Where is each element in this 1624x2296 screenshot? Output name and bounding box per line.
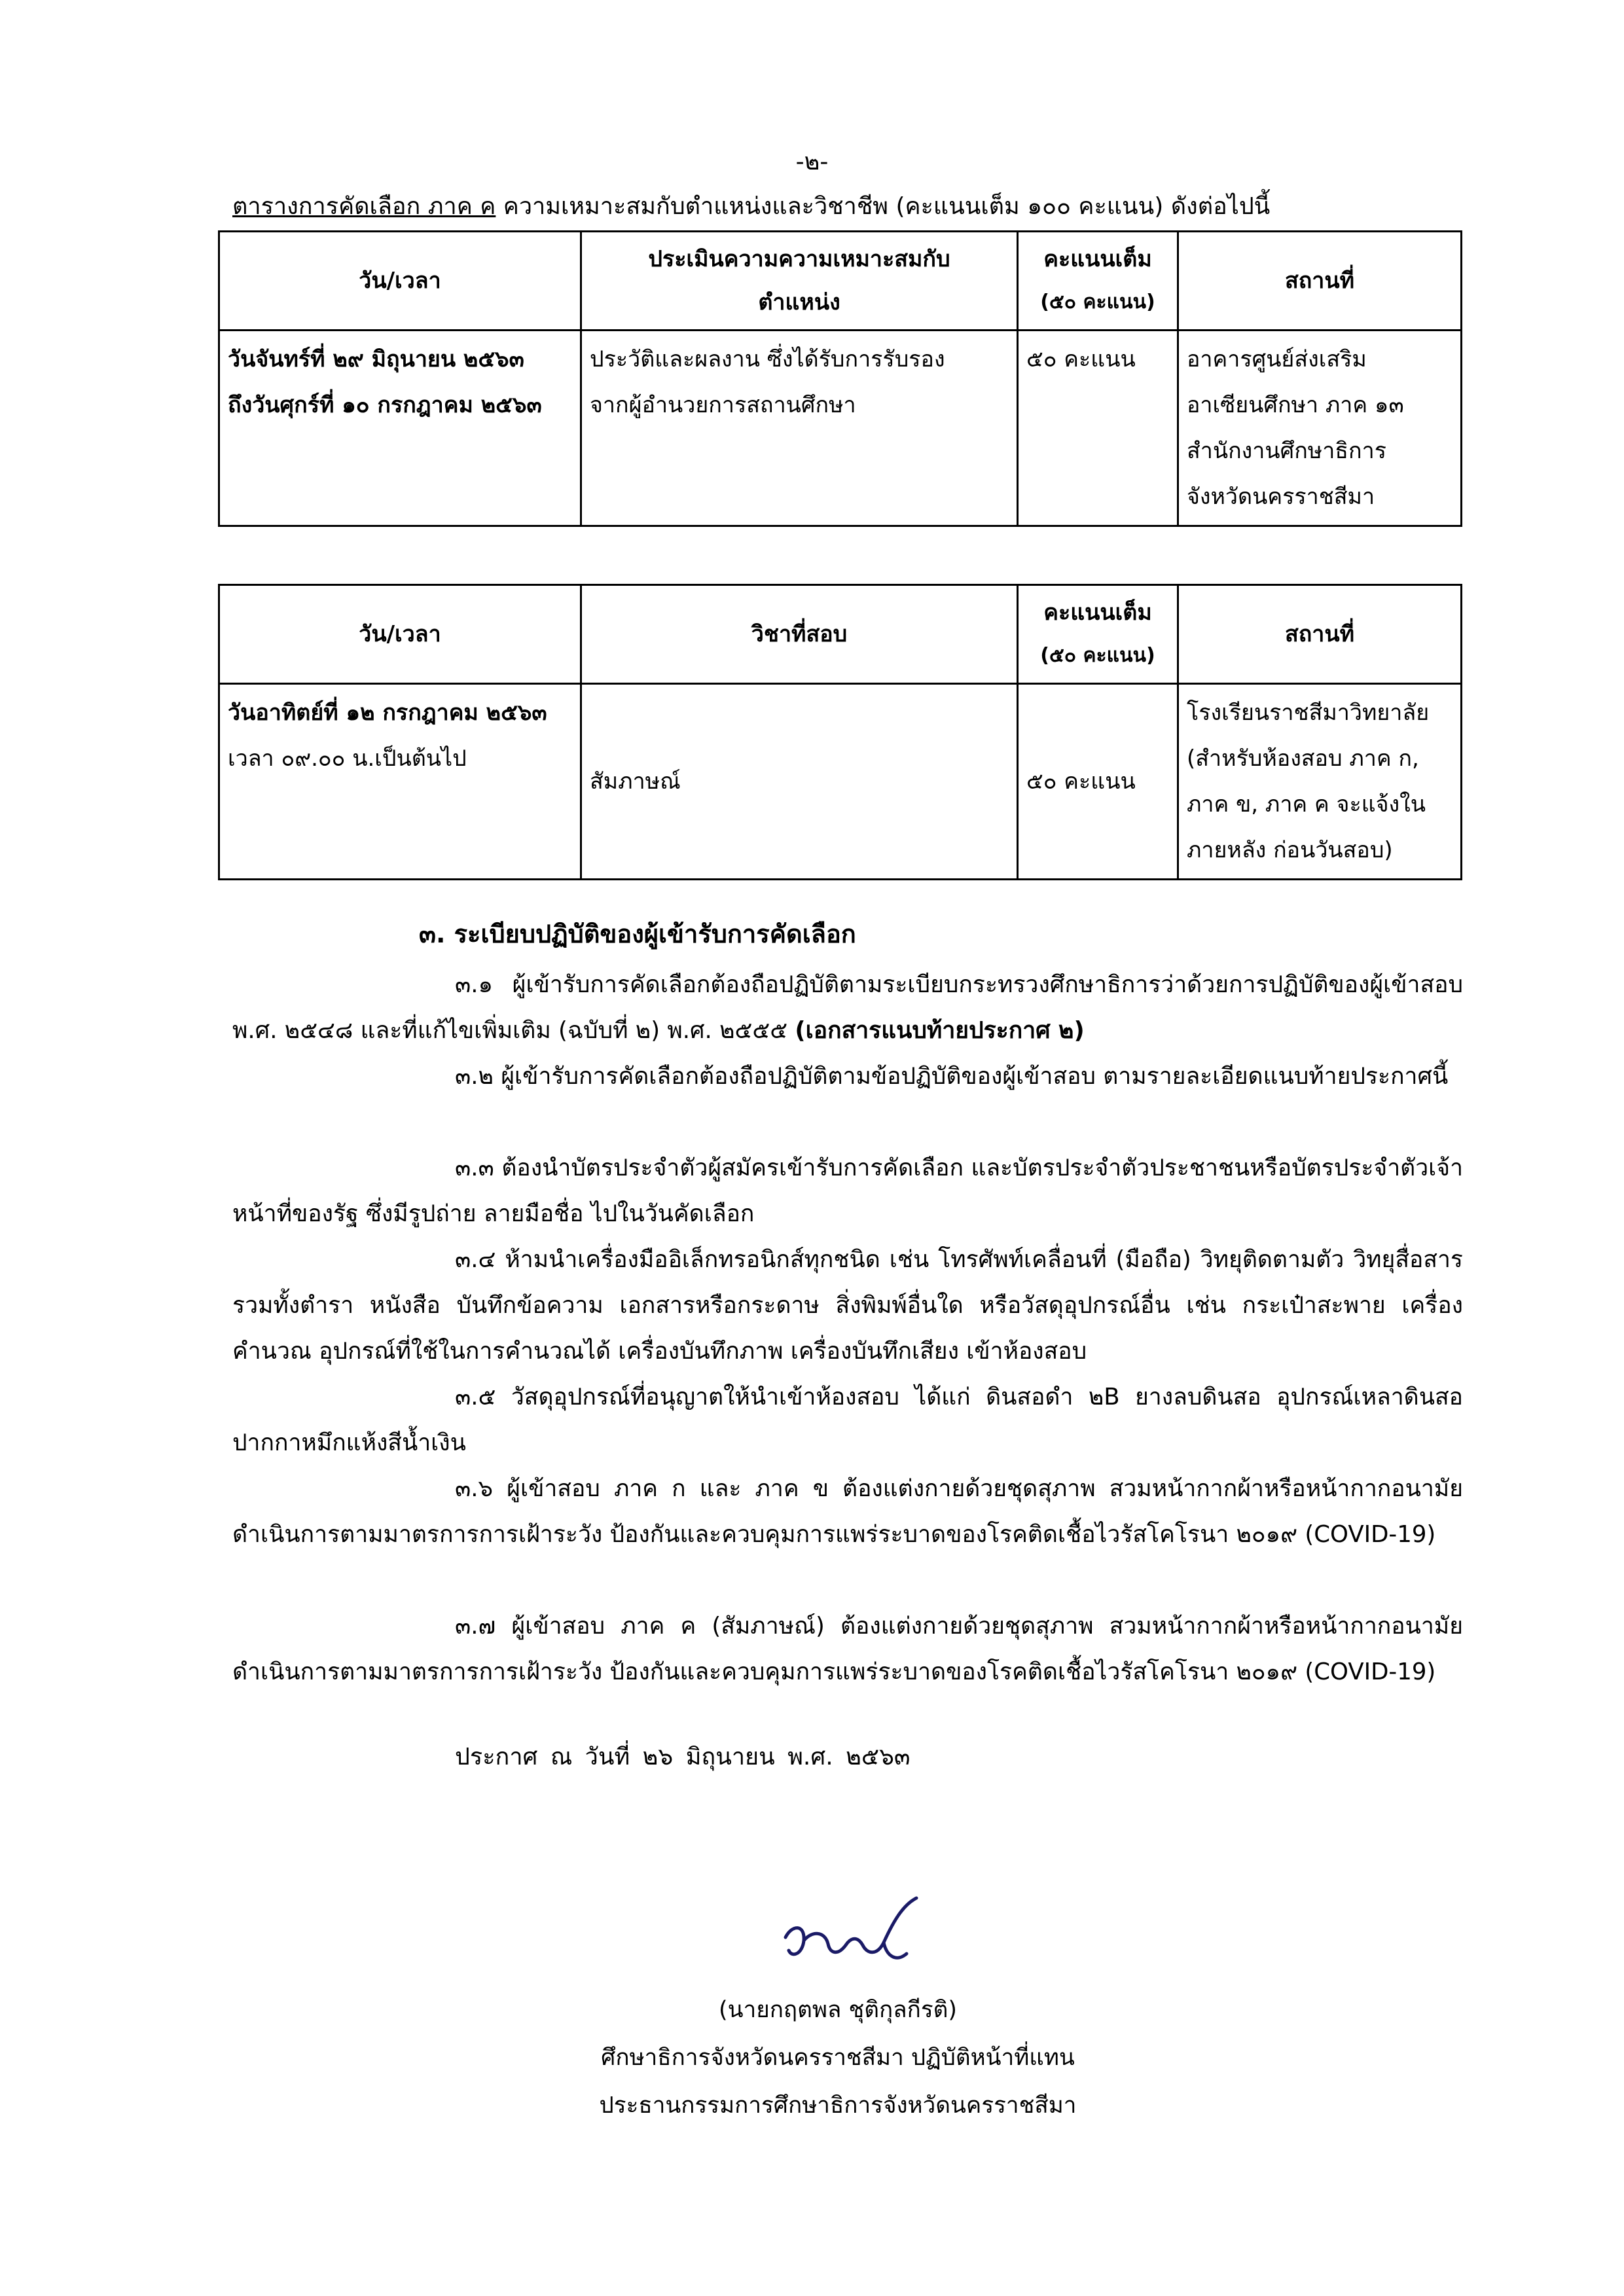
schedule-table-part-c — [218, 230, 1462, 527]
clause-3-2 — [232, 1054, 1463, 1100]
clause-3-5 — [232, 1374, 1463, 1466]
header-datetime: วัน/เวลา — [219, 585, 581, 684]
table-title-rest: ความเหมาะสมกับตำแหน่งและวิชาชีพ (คะแนนเต็ม ๑๐๐ คะแนน) ดังต่อไปนี้ — [496, 193, 1271, 220]
signer-title-line1: ศึกษาธิการจังหวัดนครราชสีมา ปฏิบัติหน้าที่แทน — [601, 2045, 1075, 2071]
table-row — [219, 684, 1462, 880]
clause-3-7-text: ๓.๗ ผู้เข้าสอบ ภาค ค (สัมภาษณ์) ต้องแต่งกายด้วยชุดสุภาพ สวมหน้ากากผ้าหรือหน้ากากอนามัย ดำเนินการตามมาตรการการเฝ้าระวัง ป้องกันและควบคุมการแพร่ระบาดของโรคติดเชื้อไวรัสโคโรนา ๒๐๑๙ (COVID-19) — [232, 1613, 1463, 1685]
header-datetime: วัน/เวลา — [219, 232, 581, 331]
assessment-line2: จากผู้อำนวยการสถานศึกษา — [590, 392, 856, 418]
signer-title-line2: ประธานกรรมการศึกษาธิการจังหวัดนครราชสีมา — [599, 2092, 1077, 2119]
clause-3-6-text: ๓.๖ ผู้เข้าสอบ ภาค ก และ ภาค ข ต้องแต่งกายด้วยชุดสุภาพ สวมหน้ากากผ้าหรือหน้ากากอนามัย ดำเนินการตามมาตรการการเฝ้าระวัง ป้องกันและควบคุมการแพร่ระบาดของโรคติดเชื้อไวรัสโคโรนา ๒๐๑๙ (COVID-19) — [232, 1475, 1463, 1548]
table-header-row — [219, 232, 1462, 331]
header-venue: สถานที่ — [1178, 585, 1462, 684]
header-venue: สถานที่ — [1178, 232, 1462, 331]
clause-3-4-text: ๓.๔ ห้ามนำเครื่องมืออิเล็กทรอนิกส์ทุกชนิด เช่น โทรศัพท์เคลื่อนที่ (มือถือ) วิทยุติดตามตัว วิทยุสื่อสาร รวมทั้งตำรา หนังสือ บันทึกข้อความ เอกสารหรือกระดาษ สิ่งพิมพ์อื่นใด หรือวัสดุอุปกรณ์อื่น เช่น กระเป๋าสะพาย เครื่องคำนวณ อุปกรณ์ที่ใช้ในการคำนวณได้ เครื่องบันทึกภาพ เครื่องบันทึกเสียง เข้าห้องสอบ — [232, 1246, 1463, 1365]
clause-3-7 — [232, 1604, 1463, 1695]
venue-line1: อาคารศูนย์ส่งเสริม — [1187, 346, 1367, 372]
venue-line2: (สำหรับห้องสอบ ภาค ก, — [1187, 745, 1419, 772]
cell-venue — [1178, 684, 1462, 880]
announcement-date: ประกาศ ณ วันที่ ๒๖ มิถุนายน พ.ศ. ๒๕๖๓ — [455, 1744, 911, 1770]
clause-3-1 — [232, 962, 1463, 1054]
header-score-line1: คะแนนเต็ม — [1043, 600, 1152, 626]
signer-name: (นายกฤตพล ชุติกุลกีรติ) — [719, 1997, 957, 2023]
date-line1: วันอาทิตย์ที่ ๑๒ กรกฎาคม ๒๕๖๓ — [228, 700, 547, 726]
venue-line2: อาเซียนศึกษา ภาค ๑๓ — [1187, 392, 1404, 418]
table-title — [232, 187, 1430, 226]
section-heading: ๓. ระเบียบปฏิบัติของผู้เข้ารับการคัดเลือก — [419, 920, 856, 948]
cell-date — [219, 331, 581, 526]
header-subject: วิชาที่สอบ — [581, 585, 1018, 684]
venue-line1: โรงเรียนราชสีมาวิทยาลัย — [1187, 700, 1430, 726]
clause-3-3 — [232, 1145, 1463, 1237]
table-title-underlined: ตารางการคัดเลือก ภาค ค — [232, 193, 496, 220]
date-line2: เวลา ๐๙.๐๐ น.เป็นต้นไป — [228, 745, 467, 772]
header-score-line2: (๕๐ คะแนน) — [1040, 291, 1155, 314]
cell-subject: สัมภาษณ์ — [581, 684, 1018, 880]
header-score-line1: คะแนนเต็ม — [1043, 246, 1152, 272]
venue-line4: ภายหลัง ก่อนวันสอบ) — [1187, 837, 1393, 863]
date-line2: ถึงวันศุกร์ที่ ๑๐ กรกฎาคม ๒๕๖๓ — [228, 392, 542, 418]
assessment-line1: ประวัติและผลงาน ซึ่งได้รับการรับรอง — [590, 346, 945, 372]
clause-3-2-text: ๓.๒ ผู้เข้ารับการคัดเลือกต้องถือปฏิบัติตามข้อปฏิบัติของผู้เข้าสอบ ตามรายละเอียดแนบท้ายประกาศนี้ — [455, 1063, 1449, 1090]
clause-3-1-attachment: (เอกสารแนบท้ายประกาศ ๒) — [795, 1017, 1085, 1044]
schedule-table-interview — [218, 584, 1462, 880]
clause-3-6 — [232, 1466, 1463, 1558]
page-number: -๒- — [795, 149, 829, 175]
cell-date — [219, 684, 581, 880]
clause-3-3-text: ๓.๓ ต้องนำบัตรประจำตัวผู้สมัครเข้ารับการคัดเลือก และบัตรประจำตัวประชาชนหรือบัตรประจำตัวเจ้าหน้าที่ของรัฐ ซึ่งมีรูปถ่าย ลายมือชื่อ ไปในวันคัดเลือก — [232, 1155, 1463, 1227]
signature-block — [511, 1986, 1165, 2130]
header-score-line2: (๕๐ คะแนน) — [1040, 644, 1155, 667]
clause-3-1-text: ๓.๑ ผู้เข้ารับการคัดเลือกต้องถือปฏิบัติตามระเบียบกระทรวงศึกษาธิการว่าด้วยการปฏิบัติของผู้เข้าสอบ พ.ศ. ๒๕๔๘ และที่แก้ไขเพิ่มเติม (ฉบับที่ ๒) พ.ศ. ๒๕๕๕ — [232, 971, 1463, 1044]
venue-line3: สำนักงานศึกษาธิการ — [1187, 438, 1386, 464]
header-assessment-line1: ประเมินความความเหมาะสมกับ — [648, 246, 950, 272]
clause-3-4 — [232, 1237, 1463, 1374]
header-assessment-line2: ตำแหน่ง — [758, 289, 840, 315]
venue-line4: จังหวัดนครราชสีมา — [1187, 484, 1375, 510]
cell-score: ๕๐ คะแนน — [1018, 684, 1178, 880]
cell-score: ๕๐ คะแนน — [1018, 331, 1178, 526]
date-line1: วันจันทร์ที่ ๒๙ มิถุนายน ๒๕๖๓ — [228, 346, 524, 372]
handwritten-signature — [772, 1885, 982, 1983]
header-score — [1018, 232, 1178, 331]
header-score — [1018, 585, 1178, 684]
cell-venue — [1178, 331, 1462, 526]
cell-assessment — [581, 331, 1018, 526]
table-header-row — [219, 585, 1462, 684]
venue-line3: ภาค ข, ภาค ค จะแจ้งใน — [1187, 791, 1426, 817]
header-assessment — [581, 232, 1018, 331]
table-row — [219, 331, 1462, 526]
clause-3-5-text: ๓.๕ วัสดุอุปกรณ์ที่อนุญาตให้นำเข้าห้องสอบ ได้แก่ ดินสอดำ ๒B ยางลบดินสอ อุปกรณ์เหลาดินสอ ปากกาหมึกแห้งสีน้ำเงิน — [232, 1384, 1463, 1456]
